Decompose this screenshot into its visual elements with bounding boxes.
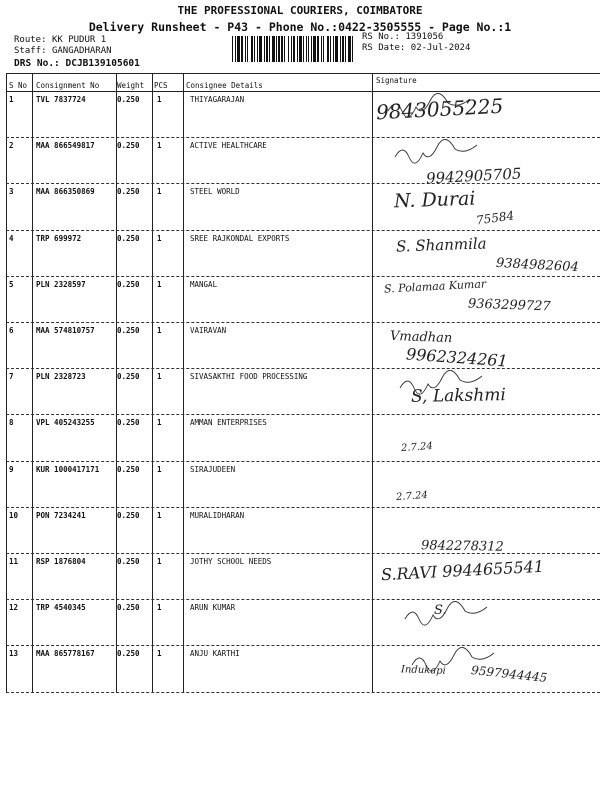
barcode-bar — [297, 36, 298, 62]
row-weight: 0.250 — [117, 557, 140, 566]
signature-scribble-icon — [376, 278, 596, 324]
row-pcs: 1 — [157, 510, 162, 520]
row-consignee: ACTIVE HEALTHCARE — [190, 141, 267, 151]
signature-cell — [376, 324, 600, 370]
signature-scribble-icon — [376, 232, 596, 278]
row-pcs: 1 — [157, 464, 162, 474]
row-pcs: 1 — [157, 141, 162, 151]
row-weight: 0.250 — [117, 233, 140, 243]
row-divider — [6, 322, 600, 323]
signature-cell — [376, 647, 600, 693]
row-consignment-no: RSP 1876804 — [36, 557, 86, 566]
handwritten-note: 9384982604 — [495, 255, 580, 275]
row-consignment-no: MAA 866350869 — [36, 187, 95, 197]
barcode-icon — [232, 36, 354, 62]
row-weight: 0.250 — [117, 510, 140, 520]
row-pcs: 1 — [157, 233, 162, 243]
barcode-bar — [317, 36, 319, 62]
row-consignment-no: KUR 1000417171 — [36, 464, 100, 474]
row-weight: 0.250 — [117, 326, 140, 335]
row-consignee: SIRAJUDEEN — [190, 464, 236, 474]
header-consignee: Consignee Details — [186, 81, 263, 90]
rs-no-label: RS No.: — [362, 32, 400, 42]
row-consignment-no: TRP 699972 — [36, 233, 82, 243]
barcode-bar — [299, 36, 302, 62]
row-consignee: MURALIDHARAN — [190, 510, 245, 520]
row-pcs: 1 — [157, 603, 162, 613]
row-sno: 2 — [9, 141, 14, 151]
row-divider — [6, 137, 600, 138]
signature-scribble-icon — [376, 416, 596, 462]
barcode-bar — [340, 36, 341, 62]
handwritten-note: 75584 — [475, 208, 515, 228]
barcode-bar — [345, 36, 346, 62]
barcode-bar — [276, 36, 277, 62]
signature-scribble-icon — [376, 509, 596, 555]
row-sno: 7 — [9, 372, 14, 382]
handwritten-note: S, Lakshmi — [410, 385, 506, 408]
signature-cell — [376, 139, 600, 188]
signature-cell — [376, 185, 600, 231]
drs-value: DCJB139105601 — [65, 58, 140, 69]
barcode-bar — [342, 36, 344, 62]
signature-cell — [376, 93, 600, 139]
handwritten-note: Vmadhan — [389, 328, 453, 347]
table-row — [6, 185, 600, 231]
row-pcs: 1 — [157, 372, 162, 382]
row-consignment-no: PLN 2328723 — [36, 372, 86, 382]
row-consignment-no: MAA 865778167 — [36, 649, 95, 659]
signature-scribble-icon — [376, 139, 596, 185]
barcode-bar — [254, 36, 255, 62]
barcode-bar — [264, 36, 265, 62]
row-consignee: STEEL WORLD — [190, 187, 240, 197]
barcode-bar — [232, 36, 233, 62]
header-weight: Weight — [117, 81, 145, 90]
table-row — [6, 555, 600, 601]
handwritten-note: S. Polamaa Kumar — [383, 277, 487, 296]
table-row — [6, 647, 600, 693]
signature-cell — [376, 232, 600, 278]
row-sno: 5 — [9, 279, 14, 289]
table-row — [6, 370, 600, 416]
rs-date-value: 02-Jul-2024 — [410, 43, 471, 53]
barcode-bar — [284, 36, 285, 62]
row-divider — [6, 645, 600, 646]
rs-no-value: 1391056 — [405, 32, 444, 42]
signature-scribble-icon — [376, 370, 596, 416]
row-divider — [6, 507, 600, 508]
handwritten-note: 9843055225 — [375, 93, 504, 125]
barcode-bar — [272, 36, 275, 62]
runsheet-table — [6, 73, 600, 693]
row-consignee: JOTHY SCHOOL NEEDS — [190, 557, 272, 566]
barcode-bar — [259, 36, 262, 62]
table-row — [6, 416, 600, 462]
row-consignment-no: TRP 4540345 — [36, 603, 86, 613]
row-weight: 0.250 — [117, 187, 140, 197]
barcode-bar — [266, 36, 268, 62]
row-consignment-no: MAA 866549817 — [36, 141, 95, 151]
handwritten-note: N. Durai — [393, 187, 476, 213]
row-sno: 10 — [9, 510, 19, 520]
signature-cell — [376, 278, 600, 324]
row-divider — [6, 553, 600, 554]
rs-date-line — [362, 43, 470, 54]
row-divider — [6, 599, 600, 600]
barcode-bar — [281, 36, 283, 62]
row-pcs: 1 — [157, 95, 162, 104]
row-consignee: THIYAGARAJAN — [190, 95, 245, 104]
staff-value: GANGADHARAN — [51, 46, 112, 56]
barcode-bar — [303, 36, 304, 62]
handwritten-note: 9962324261 — [405, 344, 509, 371]
signature-scribble-icon — [376, 324, 596, 370]
handwritten-note: S. Shanmila — [395, 234, 487, 256]
table-row — [6, 93, 600, 139]
signature-scribble-icon — [376, 601, 596, 647]
handwritten-note: 2.7.24 — [395, 489, 429, 503]
handwritten-note: 9597944445 — [470, 663, 548, 686]
barcode-bar — [278, 36, 280, 62]
staff-line — [14, 46, 112, 57]
signature-cell — [376, 555, 600, 601]
table-row — [6, 232, 600, 278]
barcode-bar — [321, 36, 322, 62]
handwritten-note: S. — [434, 603, 447, 619]
barcode-bar — [333, 36, 334, 62]
route-line — [14, 35, 106, 46]
row-consignee: SREE RAJKONDAL EXPORTS — [190, 233, 290, 243]
signature-stroke — [395, 140, 477, 164]
barcode-bar — [311, 36, 312, 62]
handwritten-note: Indukapi — [400, 664, 447, 678]
row-weight: 0.250 — [117, 464, 140, 474]
row-pcs: 1 — [157, 557, 162, 566]
row-divider — [6, 368, 600, 369]
rs-date-label: RS Date: — [362, 43, 406, 53]
row-divider — [6, 230, 600, 231]
route-value: KK PUDUR 1 — [51, 35, 107, 45]
row-consignee: ANJU KARTHI — [190, 649, 240, 659]
row-pcs: 1 — [157, 649, 162, 659]
document-title: THE PROFESSIONAL COURIERS, COIMBATORE — [177, 4, 423, 17]
barcode-bar — [352, 36, 353, 62]
barcode-bar — [247, 36, 248, 62]
row-sno: 3 — [9, 187, 14, 197]
barcode-bar — [348, 36, 351, 62]
signature-cell — [376, 370, 600, 416]
drs-label: DRS No.: — [14, 58, 60, 69]
row-sno: 1 — [9, 95, 14, 104]
barcode-bar — [269, 36, 270, 62]
barcode-bar — [251, 36, 253, 62]
barcode-bar — [235, 36, 236, 62]
table-row — [6, 324, 600, 370]
document-subtitle: Delivery Runsheet - P43 - Phone No.:0422-3505555 - Page No.:1 — [88, 20, 512, 34]
row-weight: 0.250 — [117, 279, 140, 289]
table-row — [6, 601, 600, 647]
row-divider — [6, 183, 600, 184]
signature-stroke — [412, 648, 494, 672]
signature-stroke — [400, 371, 482, 395]
barcode-bar — [313, 36, 316, 62]
row-weight: 0.250 — [117, 141, 140, 151]
barcode-bar — [291, 36, 292, 62]
row-pcs: 1 — [157, 279, 162, 289]
row-weight: 0.250 — [117, 372, 140, 382]
row-sno: 12 — [9, 603, 19, 613]
rs-no-line — [362, 32, 443, 43]
barcode-bar — [293, 36, 295, 62]
barcode-bar — [330, 36, 331, 62]
row-weight: 0.250 — [117, 418, 140, 428]
barcode-bar — [335, 36, 338, 62]
barcode-bar — [241, 36, 243, 62]
signature-scribble-icon — [376, 463, 596, 509]
row-consignment-no: TVL 7837724 — [36, 95, 86, 104]
row-consignment-no: VPL 405243255 — [36, 418, 95, 428]
table-row — [6, 463, 600, 509]
signature-scribble-icon — [376, 555, 596, 601]
barcode-bar — [288, 36, 289, 62]
barcode-bar — [323, 36, 324, 62]
row-weight: 0.250 — [117, 649, 140, 659]
table-row — [6, 509, 600, 555]
signature-stroke — [405, 602, 487, 626]
staff-label: Staff: — [14, 46, 47, 56]
barcode-bar — [306, 36, 307, 62]
row-pcs: 1 — [157, 418, 162, 428]
signature-scribble-icon — [376, 647, 596, 693]
row-consignee: AMMAN ENTERPRISES — [190, 418, 267, 428]
signature-stroke — [388, 93, 470, 117]
header-consignment: Consignment No — [36, 81, 100, 90]
row-sno: 13 — [9, 649, 19, 659]
header-sno: S No — [9, 81, 28, 90]
row-consignee: ARUN KUMAR — [190, 603, 236, 613]
signature-cell — [376, 509, 600, 555]
barcode-bar — [237, 36, 240, 62]
handwritten-note: 9842278312 — [420, 538, 504, 555]
signature-cell — [376, 463, 600, 509]
row-pcs: 1 — [157, 326, 162, 335]
row-sno: 6 — [9, 326, 14, 335]
signature-cell — [376, 601, 600, 647]
table-row — [6, 278, 600, 324]
handwritten-note: S.RAVI 9944655541 — [380, 556, 545, 585]
barcode-bar — [245, 36, 246, 62]
row-consignment-no: PON 7234241 — [36, 510, 86, 520]
row-divider — [6, 414, 600, 415]
row-divider — [6, 276, 600, 277]
row-consignment-no: MAA 574810757 — [36, 326, 95, 335]
row-consignee: MANGAL — [190, 279, 218, 289]
row-consignee: SIVASAKTHI FOOD PROCESSING — [190, 372, 308, 382]
signature-scribble-icon — [376, 93, 596, 139]
row-divider — [6, 692, 600, 693]
row-sno: 9 — [9, 464, 14, 474]
signature-cell — [376, 416, 600, 462]
barcode-bar — [308, 36, 309, 62]
route-label: Route: — [14, 35, 47, 45]
row-weight: 0.250 — [117, 603, 140, 613]
row-weight: 0.250 — [117, 95, 140, 104]
handwritten-note: 9363299727 — [467, 296, 551, 315]
handwritten-note: 2.7.24 — [400, 441, 434, 455]
barcode-bar — [327, 36, 329, 62]
row-pcs: 1 — [157, 187, 162, 197]
row-sno: 4 — [9, 233, 14, 243]
handwritten-note: 9942905705 — [425, 164, 522, 188]
row-consignment-no: PLN 2328597 — [36, 279, 86, 289]
drs-line — [14, 58, 140, 69]
signature-scribble-icon — [376, 185, 596, 231]
header-signature: Signature — [376, 76, 417, 85]
table-row — [6, 139, 600, 188]
row-divider — [6, 461, 600, 462]
row-sno: 8 — [9, 418, 14, 428]
row-consignee: VAIRAVAN — [190, 326, 227, 335]
barcode-bar — [257, 36, 258, 62]
row-sno: 11 — [9, 557, 19, 566]
header-pcs: PCS — [154, 81, 168, 90]
